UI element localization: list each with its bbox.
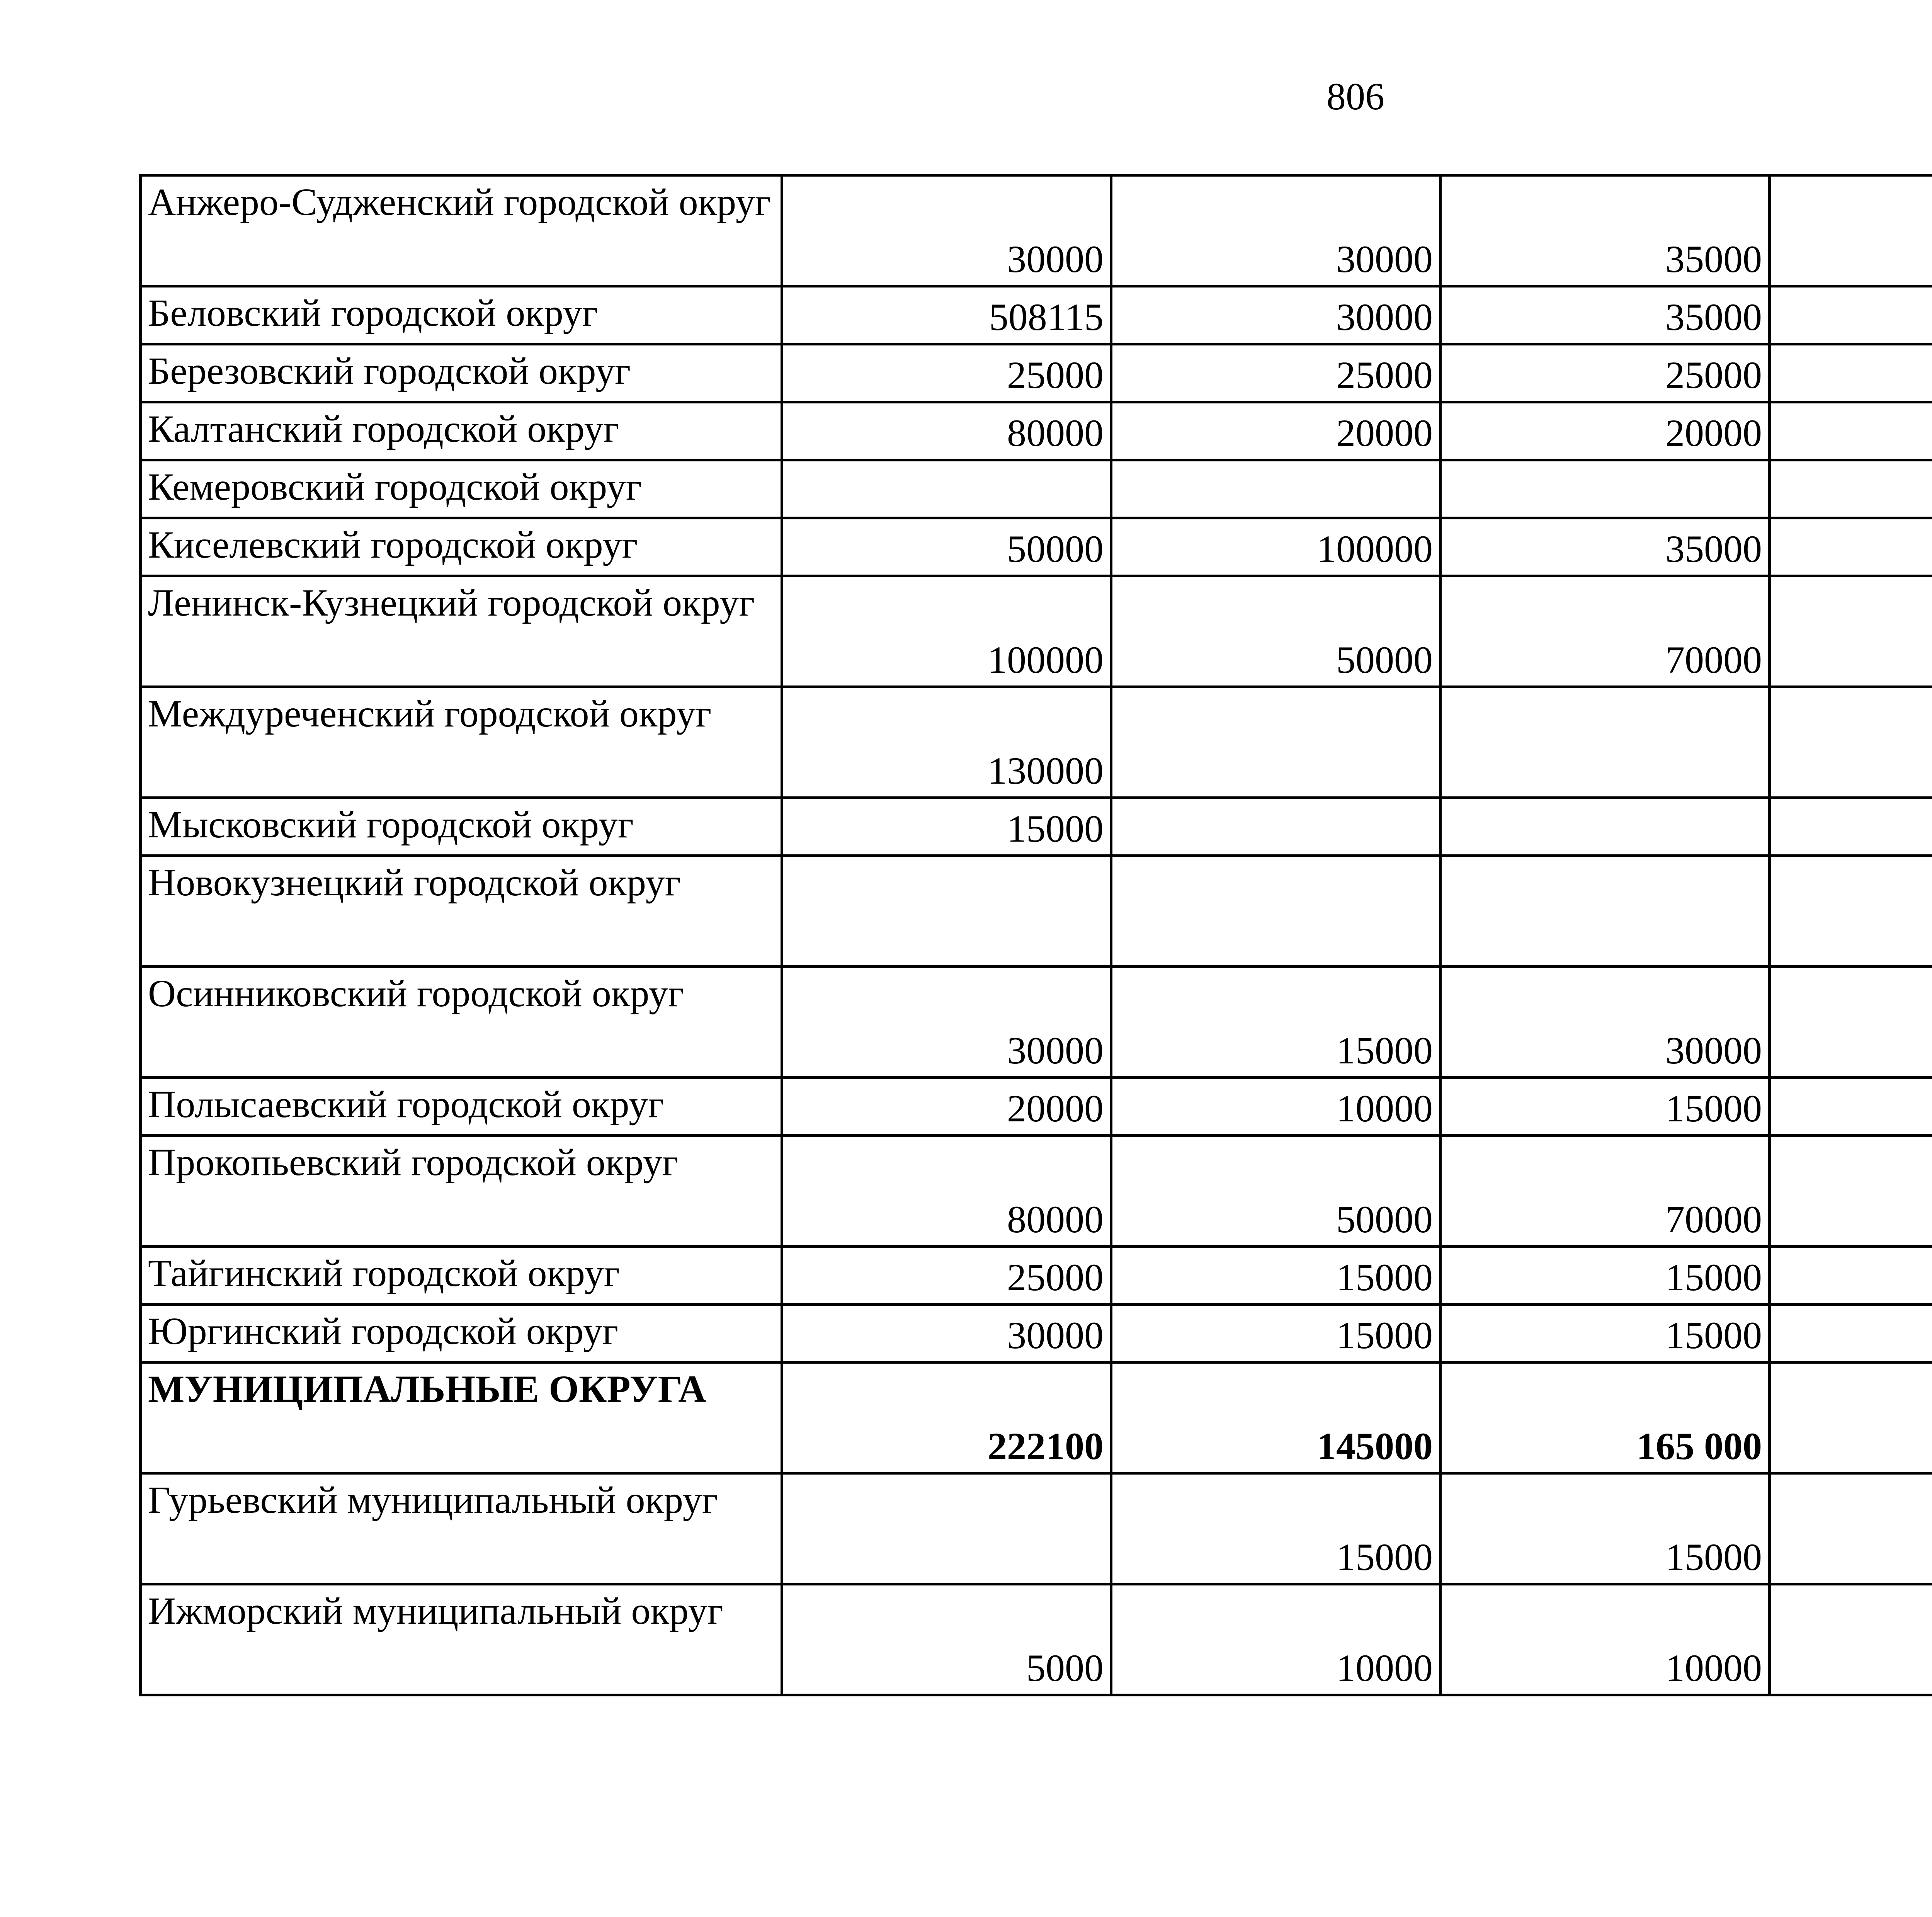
district-name-cell: Мысковский городской округ xyxy=(141,798,782,856)
amount-cell-col-3: 15000 xyxy=(1440,1473,1770,1584)
amount-cell-col-1: 30000 xyxy=(782,1305,1111,1362)
amount-cell-col-4 xyxy=(1770,967,1932,1078)
amount-cell-col-3: 70000 xyxy=(1440,576,1770,687)
table-row xyxy=(141,402,1932,460)
amount-cell-col-1: 50000 xyxy=(782,518,1111,576)
amount-cell-col-3 xyxy=(1440,798,1770,856)
amount-cell-col-3: 165 000 xyxy=(1440,1362,1770,1473)
amount-cell-col-2 xyxy=(1111,856,1440,967)
amount-cell-col-3: 70000 xyxy=(1440,1136,1770,1247)
amount-cell-col-1: 15000 xyxy=(782,798,1111,856)
district-name-cell: Юргинский городской округ xyxy=(141,1305,782,1362)
amount-cell-col-1: 5000 xyxy=(782,1584,1111,1695)
district-name-cell: Калтанский городской округ xyxy=(141,402,782,460)
amount-cell-col-2: 15000 xyxy=(1111,1473,1440,1584)
district-name-cell: Березовский городской округ xyxy=(141,344,782,402)
district-name-cell: Полысаевский городской округ xyxy=(141,1078,782,1136)
amount-cell-col-3: 15000 xyxy=(1440,1305,1770,1362)
amount-cell-col-1: 222100 xyxy=(782,1362,1111,1473)
amount-cell-col-3 xyxy=(1440,856,1770,967)
district-name-cell: Ижморский муниципальный округ xyxy=(141,1584,782,1695)
amount-cell-col-1: 20000 xyxy=(782,1078,1111,1136)
amount-cell-col-4 xyxy=(1770,286,1932,344)
amount-cell-col-2: 30000 xyxy=(1111,286,1440,344)
amount-cell-col-2: 15000 xyxy=(1111,967,1440,1078)
district-name-cell: Кемеровский городской округ xyxy=(141,460,782,518)
district-name-cell: Прокопьевский городской округ xyxy=(141,1136,782,1247)
amount-cell-col-2 xyxy=(1111,687,1440,798)
amount-cell-col-4 xyxy=(1770,518,1932,576)
amount-cell-col-4 xyxy=(1770,460,1932,518)
district-name-cell: Гурьевский муниципальный округ xyxy=(141,1473,782,1584)
amount-cell-col-3: 25000 xyxy=(1440,344,1770,402)
table-row xyxy=(141,967,1932,1078)
amount-cell-col-4 xyxy=(1770,1078,1932,1136)
amount-cell-col-2: 100000 xyxy=(1111,518,1440,576)
table-row xyxy=(141,344,1932,402)
amount-cell-col-4 xyxy=(1770,1473,1932,1584)
amount-cell-col-1 xyxy=(782,856,1111,967)
table-row xyxy=(141,1078,1932,1136)
district-name-cell: Анжеро-Судженский городской округ xyxy=(141,175,782,286)
amount-cell-col-3: 35000 xyxy=(1440,286,1770,344)
amount-cell-col-1: 130000 xyxy=(782,687,1111,798)
amount-cell-col-2: 145000 xyxy=(1111,1362,1440,1473)
amount-cell-col-2: 50000 xyxy=(1111,576,1440,687)
amount-cell-col-3: 10000 xyxy=(1440,1584,1770,1695)
table-row xyxy=(141,460,1932,518)
table-row xyxy=(141,1247,1932,1305)
district-name-cell: Ленинск-Кузнецкий городской округ xyxy=(141,576,782,687)
district-name-cell: Тайгинский городской округ xyxy=(141,1247,782,1305)
table-row xyxy=(141,175,1932,286)
amount-cell-col-3: 35000 xyxy=(1440,175,1770,286)
district-name-cell: Новокузнецкий городской округ xyxy=(141,856,782,967)
amount-cell-col-3: 30000 xyxy=(1440,967,1770,1078)
amount-cell-col-4 xyxy=(1770,1362,1932,1473)
district-name-cell: Междуреченский городской округ xyxy=(141,687,782,798)
amount-cell-col-2: 15000 xyxy=(1111,1247,1440,1305)
amount-cell-col-2: 10000 xyxy=(1111,1078,1440,1136)
amount-cell-col-2: 50000 xyxy=(1111,1136,1440,1247)
amount-cell-col-2 xyxy=(1111,460,1440,518)
amount-cell-col-4 xyxy=(1770,798,1932,856)
budget-table xyxy=(139,174,1932,1696)
table-row xyxy=(141,1305,1932,1362)
table-body xyxy=(141,175,1932,1695)
amount-cell-col-2: 30000 xyxy=(1111,175,1440,286)
amount-cell-col-2: 15000 xyxy=(1111,1305,1440,1362)
amount-cell-col-4 xyxy=(1770,1305,1932,1362)
amount-cell-col-2: 10000 xyxy=(1111,1584,1440,1695)
amount-cell-col-4 xyxy=(1770,687,1932,798)
amount-cell-col-4 xyxy=(1770,1247,1932,1305)
amount-cell-col-1: 30000 xyxy=(782,175,1111,286)
table-row xyxy=(141,1136,1932,1247)
amount-cell-col-3: 15000 xyxy=(1440,1078,1770,1136)
amount-cell-col-3: 20000 xyxy=(1440,402,1770,460)
table-row xyxy=(141,576,1932,687)
amount-cell-col-3 xyxy=(1440,687,1770,798)
amount-cell-col-1: 80000 xyxy=(782,1136,1111,1247)
district-name-cell: Беловский городской округ xyxy=(141,286,782,344)
amount-cell-col-1 xyxy=(782,460,1111,518)
table-row xyxy=(141,518,1932,576)
district-name-cell: МУНИЦИПАЛЬНЫЕ ОКРУГА xyxy=(141,1362,782,1473)
amount-cell-col-4 xyxy=(1770,175,1932,286)
table-row xyxy=(141,1584,1932,1695)
amount-cell-col-1: 80000 xyxy=(782,402,1111,460)
table-row xyxy=(141,1362,1932,1473)
page-number: 806 xyxy=(1327,75,1384,118)
amount-cell-col-3: 35000 xyxy=(1440,518,1770,576)
amount-cell-col-4 xyxy=(1770,1136,1932,1247)
district-name-cell: Осинниковский городской округ xyxy=(141,967,782,1078)
amount-cell-col-2 xyxy=(1111,798,1440,856)
amount-cell-col-2: 25000 xyxy=(1111,344,1440,402)
amount-cell-col-3 xyxy=(1440,460,1770,518)
amount-cell-col-1: 100000 xyxy=(782,576,1111,687)
amount-cell-col-1 xyxy=(782,1473,1111,1584)
amount-cell-col-4 xyxy=(1770,402,1932,460)
amount-cell-col-4 xyxy=(1770,1584,1932,1695)
district-name-cell: Киселевский городской округ xyxy=(141,518,782,576)
amount-cell-col-1: 25000 xyxy=(782,344,1111,402)
table-row xyxy=(141,798,1932,856)
amount-cell-col-1: 30000 xyxy=(782,967,1111,1078)
table-row xyxy=(141,687,1932,798)
amount-cell-col-3: 15000 xyxy=(1440,1247,1770,1305)
amount-cell-col-2: 20000 xyxy=(1111,402,1440,460)
amount-cell-col-4 xyxy=(1770,576,1932,687)
amount-cell-col-4 xyxy=(1770,344,1932,402)
amount-cell-col-1: 508115 xyxy=(782,286,1111,344)
table-row xyxy=(141,1473,1932,1584)
table-row xyxy=(141,286,1932,344)
amount-cell-col-4 xyxy=(1770,856,1932,967)
amount-cell-col-1: 25000 xyxy=(782,1247,1111,1305)
table-row xyxy=(141,856,1932,967)
